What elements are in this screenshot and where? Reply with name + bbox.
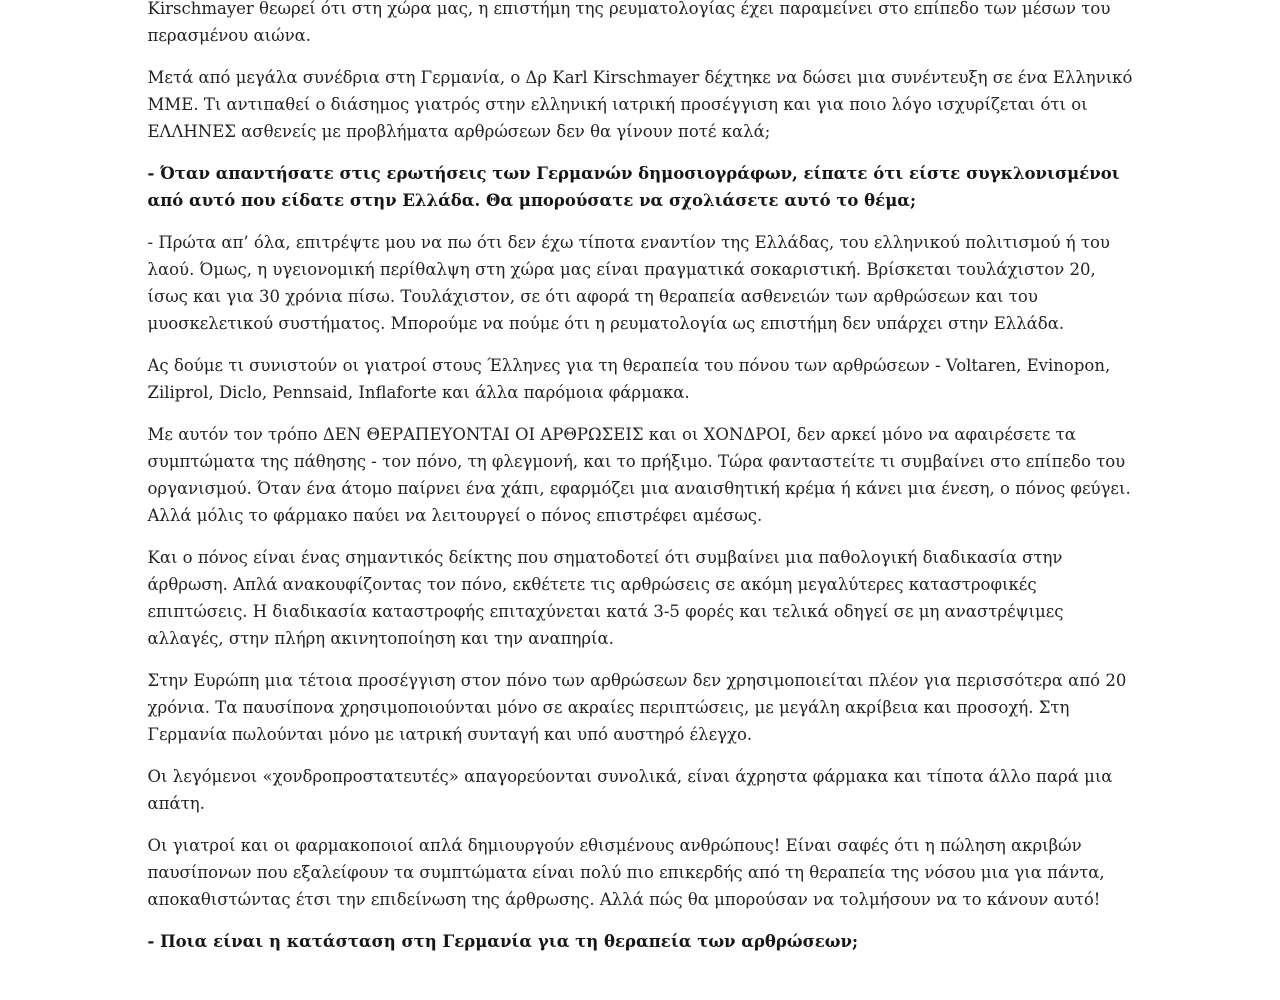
article-paragraph: Και ο πόνος είναι ένας σημαντικός δείκτης που σηματοδοτεί ότι συμβαίνει μια παθολογική διαδικασία στην άρθρωση. Απλά ανακουφίζοντας τον πόνο, εκθέτετε τις αρθρώσεις σε ακόμη μεγαλύτερες καταστροφικές επιπτώσεις. Η διαδικασία καταστροφής επιταχύνεται κατά 3-5 φορές και τελικά οδηγεί σε μη αναστρέψιμες αλλαγές, στην πλήρη ακινητοποίηση και την αναπηρία. <box>147 548 1064 648</box>
article-paragraph: Kirschmayer θεωρεί ότι στη χώρα μας, η επιστήμη της ρευματολογίας έχει παραμείνει στο επίπεδο των μέσων του περασμένου αιώνα. <box>147 0 1111 45</box>
article-paragraph: Στην Ευρώπη μια τέτοια προσέγγιση στον πόνο των αρθρώσεων δεν χρησιμοποιείται πλέον για περισσότερα από 20 χρόνια. Τα παυσίπονα χρησιμοποιούνται μόνο σε ακραίες περιπτώσεις, με μεγάλη ακρίβεια και προσοχή. Στη Γερμανία πωλούνται μόνο με ιατρική συνταγή και υπό αυστηρό έλεγχο. <box>147 671 1127 744</box>
interview-question: - Όταν απαντήσατε στις ερωτήσεις των Γερμανών δημοσιογράφων, είπατε ότι είστε συγκλονισμένοι από αυτό που είδατε στην Ελλάδα. Θα μπορούσατε να σχολιάσετε αυτό το θέμα; <box>147 164 1120 210</box>
article-content <box>148 0 1133 955</box>
article-paragraph: Οι γιατροί και οι φαρμακοποιοί απλά δημιουργούν εθισμένους ανθρώπους! Είναι σαφές ότι η πώληση ακριβών παυσίπονων που εξαλείφουν τα συμπτώματα είναι πολύ πιο επικερδής από τη θεραπεία της νόσου μια για πάντα, αποκαθιστώντας έτσι την επιδείνωση της άρθρωσης. Αλλά πώς θα μπορούσαν να τολμήσουν να το κάνουν αυτό! <box>147 836 1105 909</box>
interview-question: - Ποια είναι η κατάσταση στη Γερμανία για τη θεραπεία των αρθρώσεων; <box>147 932 859 951</box>
article-paragraph: Μετά από μεγάλα συνέδρια στη Γερμανία, ο Δρ Karl Kirschmayer δέχτηκε να δώσει μια συνέντευξη σε ένα Ελληνικό ΜΜΕ. Τι αντιπαθεί ο διάσημος γιατρός στην ελληνική ιατρική προσέγγιση και για ποιο λόγο ισχυρίζεται ότι οι ΕΛΛΗΝΕΣ ασθενείς με προβλήματα αρθρώσεων δεν θα γίνουν ποτέ καλά; <box>147 68 1133 141</box>
article-paragraph: Ας δούμε τι συνιστούν οι γιατροί στους Έλληνες για τη θεραπεία του πόνου των αρθρώσεων - Voltaren, Evinopon, Ziliprol, Diclo, Pennsaid, Inflaforte και άλλα παρόμοια φάρμακα. <box>147 356 1111 402</box>
article-paragraph: Με αυτόν τον τρόπο ΔΕΝ ΘΕΡΑΠΕΥΟΝΤΑΙ ΟΙ ΑΡΘΡΩΣΕΙΣ και οι ΧΟΝΔΡΟΙ, δεν αρκεί μόνο να αφαιρέσετε τα συμπτώματα της πάθησης - τον πόνο, τη φλεγμονή, και το πρήξιμο. Τώρα φανταστείτε τι συμβαίνει στο επίπεδο του οργανισμού. Όταν ένα άτομο παίρνει ένα χάπι, εφαρμόζει μια αναισθητική κρέμα ή κάνει μια ένεση, ο πόνος φεύγει. Αλλά μόλις το φάρμακο παύει να λειτουργεί ο πόνος επιστρέφει αμέσως. <box>147 425 1131 525</box>
article-paragraph: - Πρώτα απ’ όλα, επιτρέψτε μου να πω ότι δεν έχω τίποτα εναντίον της Ελλάδας, του ελληνικού πολιτισμού ή του λαού. Όμως, η υγειονομική περίθαλψη στη χώρα μας είναι πραγματικά σοκαριστική. Βρίσκεται τουλάχιστον 20, ίσως και για 30 χρόνια πίσω. Τουλάχιστον, σε ότι αφορά τη θεραπεία ασθενειών των αρθρώσεων και του μυοσκελετικού συστήματος. Μπορούμε να πούμε ότι η ρευματολογία ως επιστήμη δεν υπάρχει στην Ελλάδα. <box>147 233 1110 333</box>
article-paragraph: Οι λεγόμενοι «χονδροπροστατευτές» απαγορεύονται συνολικά, είναι άχρηστα φάρμακα και τίποτα άλλο παρά μια απάτη. <box>147 767 1113 813</box>
